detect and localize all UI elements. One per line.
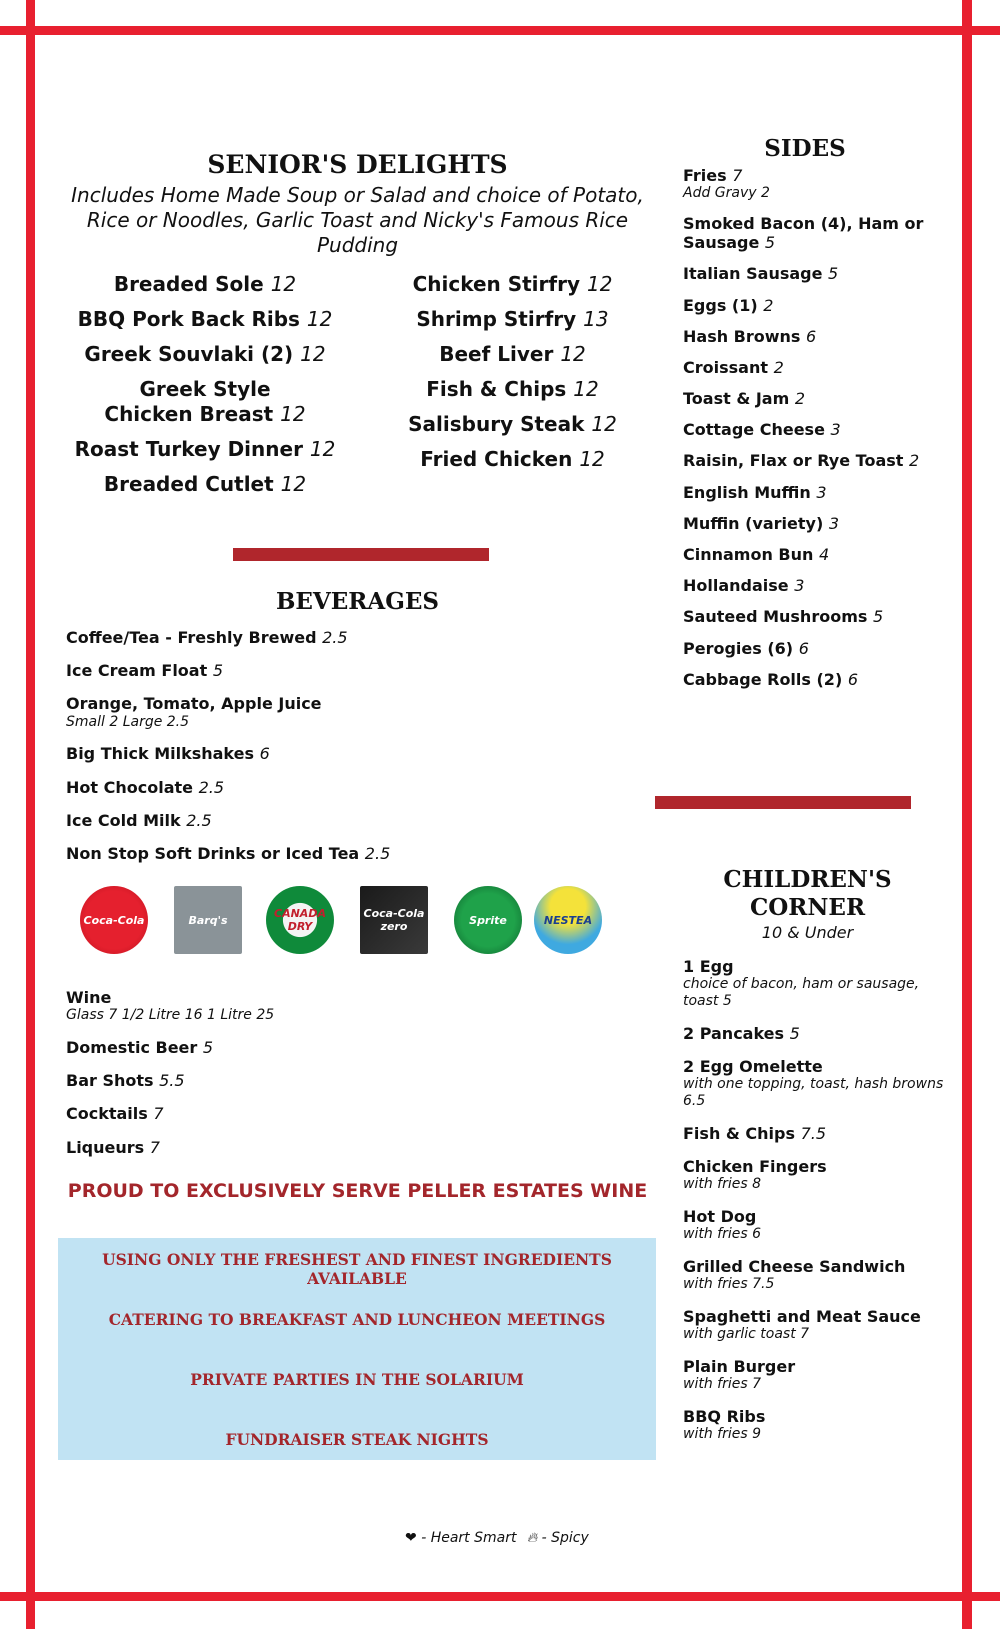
coca-cola-logo: Coca-Cola bbox=[80, 886, 148, 954]
menu-item bbox=[683, 1024, 953, 1043]
item-price: 12 bbox=[280, 472, 307, 496]
item-name: Greek Souvlaki (2) bbox=[84, 342, 294, 366]
item-name: Shrimp Stirfry bbox=[416, 307, 577, 331]
promo-line: CATERING TO BREAKFAST AND LUNCHEON MEETINGS bbox=[108, 1310, 606, 1329]
menu-item bbox=[66, 1104, 626, 1123]
item-detail: with garlic toast 7 bbox=[683, 1326, 810, 1343]
item-name: Plain Burger bbox=[683, 1356, 796, 1376]
frame-bottom bbox=[0, 1592, 1000, 1601]
item-name: Liqueurs bbox=[66, 1137, 145, 1157]
nestea-logo: NESTEA bbox=[534, 886, 602, 954]
item-name: Fries bbox=[683, 166, 727, 185]
heart-smart-label: - Heart Smart bbox=[421, 1530, 517, 1546]
frame-left bbox=[26, 0, 35, 1629]
item-name: Cabbage Rolls (2) bbox=[683, 669, 843, 689]
senior-menu-item bbox=[385, 342, 640, 367]
senior-menu-item bbox=[70, 472, 340, 497]
item-name: Grilled Cheese Sandwich bbox=[683, 1256, 906, 1276]
heart-icon: ❤ bbox=[405, 1530, 417, 1546]
item-name: Breaded Cutlet bbox=[103, 472, 274, 496]
frame-right bbox=[962, 0, 972, 1629]
children-header bbox=[660, 866, 955, 942]
menu-item bbox=[683, 1157, 953, 1193]
item-name: Croissant bbox=[683, 357, 768, 377]
sides-title: SIDES bbox=[764, 135, 846, 162]
item-name: 1 Egg bbox=[683, 957, 734, 976]
item-detail: choice of bacon, ham or sausage, toast 5 bbox=[683, 976, 920, 1009]
senior-menu-item bbox=[70, 307, 340, 332]
menu-item bbox=[683, 957, 953, 1010]
senior-menu-item bbox=[70, 377, 340, 427]
item-price: 7 bbox=[153, 1104, 164, 1124]
senior-menu-item bbox=[385, 377, 640, 402]
sprite-logo: Sprite bbox=[454, 886, 522, 954]
item-name: Breaded Sole bbox=[113, 272, 264, 296]
seniors-left-column bbox=[70, 272, 340, 507]
menu-item bbox=[683, 420, 943, 439]
menu-item bbox=[66, 1038, 626, 1057]
item-price: 12 bbox=[560, 342, 586, 366]
item-price: 2.5 bbox=[322, 628, 348, 647]
menu-item bbox=[683, 358, 943, 377]
item-name: Toast & Jam bbox=[683, 389, 790, 409]
menu-item bbox=[683, 1407, 953, 1443]
item-name: Orange, Tomato, Apple Juice bbox=[66, 694, 322, 714]
item-price: 5 bbox=[212, 661, 223, 681]
seniors-right-column bbox=[385, 272, 640, 482]
item-detail: with fries 9 bbox=[683, 1426, 761, 1443]
item-detail: with one topping, toast, hash browns 6.5 bbox=[683, 1076, 944, 1109]
item-price: 2 bbox=[773, 357, 784, 377]
menu-item bbox=[683, 545, 943, 564]
item-price: 12 bbox=[309, 437, 336, 461]
menu-item bbox=[66, 661, 626, 680]
item-name: Domestic Beer bbox=[66, 1037, 198, 1057]
item-name: Big Thick Milkshakes bbox=[66, 744, 255, 764]
children-subtitle: 10 & Under bbox=[761, 923, 854, 943]
menu-item bbox=[66, 1071, 626, 1090]
item-name: Greek Style Chicken Breast bbox=[104, 377, 274, 426]
item-price: 2 bbox=[794, 389, 806, 409]
item-name: Hash Browns bbox=[683, 326, 801, 346]
item-detail: Glass 7 1/2 Litre 16 1 Litre 25 bbox=[66, 1007, 275, 1024]
menu-item bbox=[683, 1057, 953, 1110]
beverages-list bbox=[66, 628, 626, 877]
coca-cola-zero-logo: Coca-Cola zero bbox=[360, 886, 428, 954]
sides-divider-bar bbox=[655, 796, 911, 809]
item-price: 12 bbox=[586, 272, 613, 296]
item-name: Hot Dog bbox=[683, 1206, 757, 1226]
item-name: 2 Pancakes bbox=[683, 1023, 785, 1043]
item-price: 5 bbox=[789, 1023, 800, 1043]
senior-menu-item bbox=[70, 272, 340, 297]
frame-top bbox=[0, 26, 1000, 35]
menu-item bbox=[683, 264, 943, 283]
menu-item bbox=[683, 1124, 953, 1143]
item-name: Coffee/Tea - Freshly Brewed bbox=[66, 628, 317, 647]
item-detail: with fries 7 bbox=[683, 1376, 761, 1393]
peller-banner: PROUD TO EXCLUSIVELY SERVE PELLER ESTATES WINE bbox=[67, 1180, 648, 1202]
item-name: Beef Liver bbox=[439, 342, 554, 366]
menu-item bbox=[66, 628, 626, 647]
item-name: Wine bbox=[66, 988, 112, 1007]
item-price: 3 bbox=[828, 513, 840, 533]
menu-item bbox=[66, 744, 626, 763]
children-title-line-2: CORNER bbox=[749, 893, 866, 921]
item-detail: with fries 7.5 bbox=[683, 1276, 775, 1293]
item-name: Hot Chocolate bbox=[66, 777, 193, 797]
item-price: 13 bbox=[583, 307, 609, 331]
menu-item bbox=[66, 988, 626, 1024]
item-name: Perogies (6) bbox=[683, 638, 794, 658]
senior-menu-item bbox=[385, 412, 640, 437]
item-price: 7 bbox=[732, 166, 743, 185]
item-name: Spaghetti and Meat Sauce bbox=[683, 1306, 921, 1326]
item-price: 12 bbox=[306, 307, 333, 331]
item-price: 12 bbox=[579, 447, 605, 471]
barqs-logo: Barq's bbox=[174, 886, 242, 954]
item-detail: with fries 6 bbox=[683, 1226, 761, 1243]
item-price: 2.5 bbox=[186, 810, 212, 830]
item-name: Sauteed Mushrooms bbox=[683, 607, 868, 627]
item-name: English Muffin bbox=[683, 482, 811, 502]
item-price: 5 bbox=[764, 233, 776, 253]
item-detail: Small 2 Large 2.5 bbox=[66, 713, 190, 730]
children-list bbox=[683, 957, 953, 1457]
seniors-title: SENIOR'S DELIGHTS bbox=[207, 150, 508, 179]
menu-item bbox=[683, 607, 943, 626]
promo-box bbox=[58, 1238, 656, 1460]
menu-item bbox=[683, 296, 943, 315]
menu-item bbox=[66, 844, 626, 863]
seniors-subtitle: Includes Home Made Soup or Salad and choice of Potato, Rice or Noodles, Garlic Toast and Nicky's Famous Rice Pudding bbox=[71, 183, 644, 257]
item-name: Italian Sausage bbox=[683, 264, 823, 284]
item-price: 2 bbox=[908, 451, 920, 471]
item-price: 5 bbox=[828, 264, 839, 284]
item-price: 5 bbox=[872, 607, 884, 627]
item-price: 6 bbox=[259, 744, 270, 764]
item-name: Hollandaise bbox=[683, 576, 789, 596]
item-price: 3 bbox=[794, 576, 805, 596]
item-name: Bar Shots bbox=[66, 1071, 154, 1091]
menu-item bbox=[683, 451, 943, 470]
senior-menu-item bbox=[385, 447, 640, 472]
menu-item bbox=[683, 389, 943, 408]
menu-item bbox=[66, 778, 626, 797]
item-price: 12 bbox=[280, 402, 306, 426]
menu-item bbox=[683, 1207, 953, 1243]
item-price: 12 bbox=[573, 377, 599, 401]
menu-item bbox=[683, 483, 943, 502]
item-price: 3 bbox=[816, 482, 827, 502]
senior-menu-item bbox=[70, 342, 340, 367]
beverages-title: BEVERAGES bbox=[275, 588, 440, 615]
senior-menu-item bbox=[385, 272, 640, 297]
item-price: 12 bbox=[591, 412, 617, 436]
sides-list bbox=[683, 166, 943, 701]
item-name: Fish & Chips bbox=[683, 1123, 796, 1143]
item-price: 7 bbox=[149, 1137, 160, 1157]
item-name: Fried Chicken bbox=[420, 447, 573, 471]
item-price: 3 bbox=[830, 420, 841, 440]
legend bbox=[405, 1530, 705, 1546]
item-name: Smoked Bacon (4), Ham or Sausage bbox=[683, 213, 924, 253]
item-price: 12 bbox=[270, 272, 297, 296]
item-name: 2 Egg Omelette bbox=[683, 1056, 823, 1076]
item-price: 2 bbox=[763, 295, 774, 315]
item-price: 7.5 bbox=[800, 1123, 827, 1143]
item-name: BBQ Pork Back Ribs bbox=[77, 307, 300, 331]
seniors-section bbox=[60, 150, 655, 258]
item-name: Eggs (1) bbox=[683, 295, 758, 315]
item-price: 2.5 bbox=[364, 843, 391, 863]
menu-item bbox=[683, 214, 943, 252]
canada-dry-logo: CANADA DRY bbox=[266, 886, 334, 954]
senior-menu-item bbox=[70, 437, 340, 462]
item-name: Chicken Stirfry bbox=[412, 272, 581, 296]
item-name: Ice Cold Milk bbox=[66, 810, 181, 830]
item-name: Non Stop Soft Drinks or Iced Tea bbox=[66, 843, 360, 863]
menu-item bbox=[683, 670, 943, 689]
promo-line: USING ONLY THE FRESHEST AND FINEST INGREDIENTS AVAILABLE bbox=[102, 1250, 612, 1288]
children-title-line-1: CHILDREN'S bbox=[723, 866, 892, 893]
menu-item bbox=[683, 327, 943, 346]
divider-bar bbox=[233, 548, 489, 561]
item-name: Fish & Chips bbox=[426, 377, 567, 401]
menu-item bbox=[683, 514, 943, 533]
menu-item bbox=[683, 576, 943, 595]
menu-item bbox=[683, 166, 943, 202]
menu-item bbox=[66, 1138, 626, 1157]
item-name: Salisbury Steak bbox=[408, 412, 585, 436]
menu-item bbox=[66, 811, 626, 830]
item-name: Muffin (variety) bbox=[683, 513, 824, 533]
item-price: 2.5 bbox=[198, 777, 225, 797]
item-name: Raisin, Flax or Rye Toast bbox=[683, 451, 904, 471]
spicy-label: - Spicy bbox=[541, 1530, 589, 1546]
item-name: Cottage Cheese bbox=[683, 420, 825, 440]
alcohol-list bbox=[66, 988, 626, 1171]
menu-item bbox=[66, 694, 626, 730]
senior-menu-item bbox=[385, 307, 640, 332]
item-name: Cocktails bbox=[66, 1104, 148, 1124]
menu-item bbox=[683, 1307, 953, 1343]
promo-line: PRIVATE PARTIES IN THE SOLARIUM bbox=[190, 1370, 524, 1389]
flame-icon: 🔥︎ bbox=[526, 1530, 538, 1546]
item-price: 5 bbox=[202, 1037, 214, 1057]
item-name: Chicken Fingers bbox=[683, 1156, 827, 1176]
item-name: Ice Cream Float bbox=[66, 661, 208, 681]
item-detail: Add Gravy 2 bbox=[683, 185, 770, 202]
item-price: 6 bbox=[798, 638, 809, 658]
item-name: BBQ Ribs bbox=[683, 1406, 766, 1426]
menu-item bbox=[683, 1257, 953, 1293]
item-name: Roast Turkey Dinner bbox=[74, 437, 303, 461]
promo-line: FUNDRAISER STEAK NIGHTS bbox=[225, 1430, 489, 1449]
item-price: 5.5 bbox=[159, 1071, 185, 1091]
item-name: Cinnamon Bun bbox=[683, 545, 814, 565]
item-price: 12 bbox=[300, 342, 326, 366]
item-price: 6 bbox=[847, 669, 859, 689]
item-price: 4 bbox=[818, 545, 830, 565]
item-price: 6 bbox=[806, 326, 817, 346]
item-detail: with fries 8 bbox=[683, 1176, 761, 1193]
menu-item bbox=[683, 1357, 953, 1393]
menu-item bbox=[683, 639, 943, 658]
